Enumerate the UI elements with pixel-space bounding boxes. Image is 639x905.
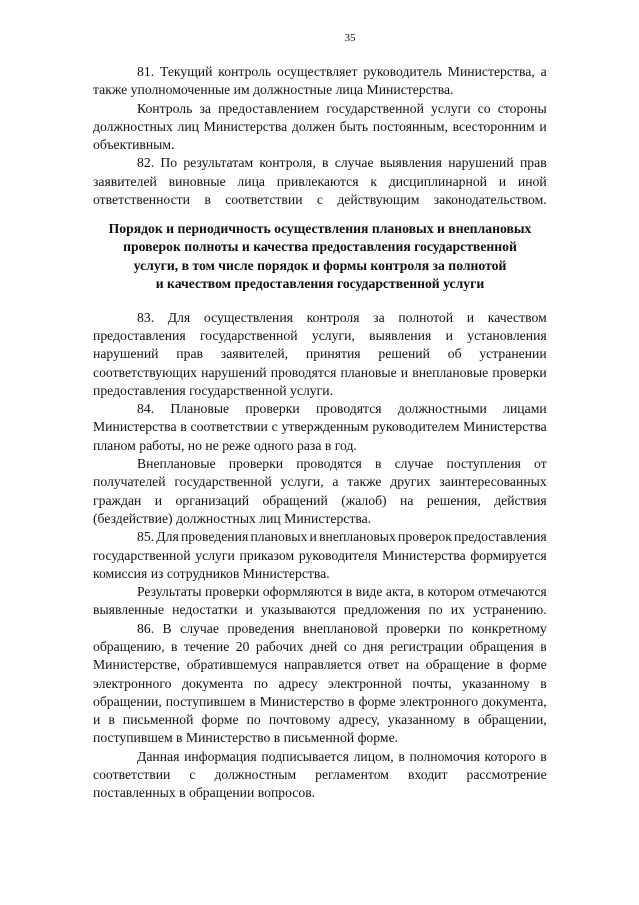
text-line: (бездействие) должностных лиц Министерства.: [93, 510, 372, 526]
text-line: должностных лиц Министерства должен быть постоянным, всесторонним и: [93, 118, 547, 134]
text-line: граждан и организаций обращений (жалоб) на решения, действия: [93, 492, 547, 508]
paragraph-81: [93, 63, 547, 100]
text-line: Результаты проверки оформляются в виде акта, в котором отмечаются: [137, 584, 547, 600]
text-line: 85. Для проведения плановых и внеплановых проверок предоставления: [137, 529, 547, 545]
text-line: обращению, в течение 20 рабочих дней со дня регистрации обращения в: [93, 638, 547, 654]
paragraph-86: [93, 620, 547, 748]
text-line: Внеплановые проверки проводятся в случае поступления от: [137, 456, 547, 472]
page-number: 35: [344, 32, 356, 44]
heading-line: проверок полноты и качества предоставления государственной: [123, 239, 517, 255]
text-line: также уполномоченные им должностные лица Министерства.: [93, 82, 454, 98]
text-line: выявленные недостатки и указываются предложения по их устранению.: [93, 602, 547, 618]
heading-line: Порядок и периодичность осуществления плановых и внеплановых: [108, 220, 532, 236]
heading-line: услуги, в том числе порядок и формы контроля за полнотой: [133, 257, 507, 273]
text-line: и в письменной форме по почтовому адресу, указанному в обращении,: [93, 712, 547, 728]
text-line: объективным.: [93, 137, 175, 153]
paragraph-85: [93, 528, 547, 583]
document-body: [93, 63, 547, 803]
text-line: соответствующих нарушений проводятся плановые и внеплановые проверки: [93, 364, 547, 380]
text-line: ответственности в соответствии с действующим законодательством.: [93, 192, 547, 208]
paragraph-81-control: [93, 100, 547, 155]
heading-line: и качеством предоставления государственной услуги: [155, 276, 485, 292]
text-line: государственной услуги приказом руководителя Министерства формируется: [93, 547, 547, 563]
paragraph-84-unscheduled: [93, 455, 547, 528]
paragraph-86-signature: [93, 748, 547, 803]
text-line: 86. В случае проведения внеплановой проверки по конкретному: [137, 620, 547, 636]
text-line: предоставления государственной услуги.: [93, 382, 333, 398]
text-line: комиссия из сотрудников Министерства.: [93, 565, 330, 581]
text-line: заявителей виновные лица привлекаются к дисциплинарной и иной: [93, 173, 547, 189]
text-line: Данная информация подписывается лицом, в полномочия которого в: [137, 748, 547, 764]
text-line: соответствии с должностным регламентом входит рассмотрение: [93, 767, 547, 783]
text-line: Министерства в соответствии с утвержденным руководителем Министерства: [93, 419, 547, 435]
section-heading: [93, 220, 547, 294]
text-line: 81. Текущий контроль осуществляет руководитель Министерства, а: [137, 64, 547, 79]
text-line: планом работы, но не реже одного раза в год.: [93, 437, 357, 453]
text-line: 83. Для осуществления контроля за полнотой и качеством: [137, 309, 547, 325]
text-line: Министерстве, обратившемуся направляется ответ на обращение в форме: [93, 657, 547, 673]
text-line: поступившем в Министерство в письменной форме.: [93, 730, 399, 746]
text-line: 84. Плановые проверки проводятся должностными лицами: [137, 401, 547, 417]
text-line: 82. По результатам контроля, в случае выявления нарушений прав: [137, 155, 547, 171]
text-line: обращении, поступившем в Министерство в форме электронного документа,: [93, 693, 547, 709]
paragraph-82: [93, 154, 547, 209]
paragraph-85-results: [93, 583, 547, 620]
paragraph-84: [93, 400, 547, 455]
text-line: поставленных в обращении вопросов.: [93, 785, 316, 801]
paragraph-83: [93, 309, 547, 400]
text-line: нарушений прав заявителей, принятия решений об устранении: [93, 346, 547, 362]
text-line: получателей государственной услуги, а также других заинтересованных: [93, 474, 547, 490]
text-line: Контроль за предоставлением государственной услуги со стороны: [137, 100, 547, 116]
text-line: предоставления государственной услуги, выявления и установления: [93, 327, 547, 343]
text-line: электронного документа по адресу электронной почты, указанному в: [93, 675, 547, 691]
